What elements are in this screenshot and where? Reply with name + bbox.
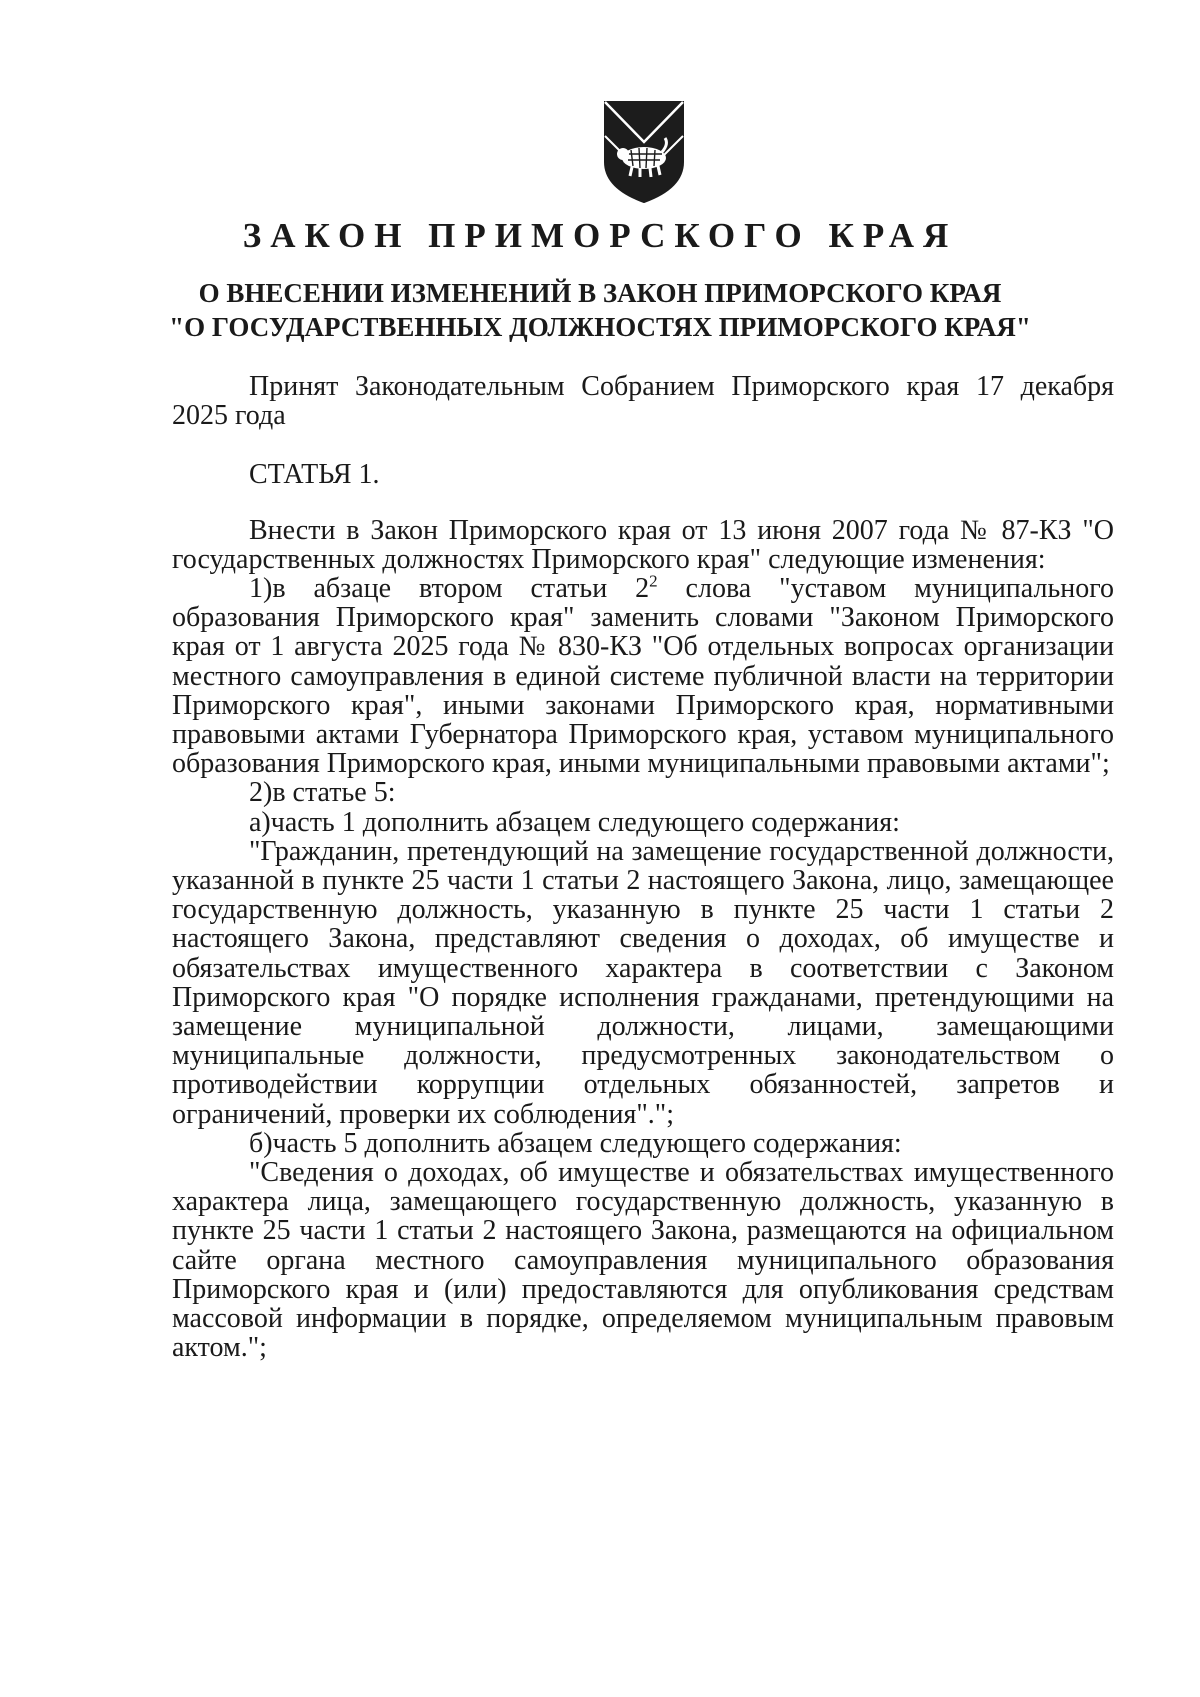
primorsky-krai-coat-of-arms-icon [599,96,689,206]
item-2: 2)в статье 5: [249,777,396,809]
document-body [172,372,1114,1363]
item-1: 1)в абзаце втором статьи $2^2$ слова "уставом муниципального образования Приморского края" заменить словами "Законом Приморского края от 1 августа 2025 года № 830-КЗ "Об отдельных вопросах организации местного самоуправления в единой системе публичной власти на территории Приморского края", иными законами Приморского края, нормативными правовыми актами Губернатора Приморского края, уставом муниципального образования Приморского края, иными муниципальными правовыми актами"; [172,571,1114,780]
item-2b: б)часть 5 дополнить абзацем следующего содержания: [249,1127,902,1159]
subtitle-line-2: "О ГОСУДАРСТВЕННЫХ ДОЛЖНОСТЯХ ПРИМОРСКОГО КРАЯ" [169,312,1031,342]
document-subtitle [0,276,1200,344]
item-2a: а)часть 1 дополнить абзацем следующего содержания: [249,806,900,838]
document-title: ЗАКОН ПРИМОРСКОГО КРАЯ [242,216,958,255]
article-heading: СТАТЬЯ 1. [249,459,380,491]
adoption-note: Принят Законодательным Собранием Приморского края 17 декабря 2025 года [172,371,1114,432]
quote-b: "Сведения о доходах, об имуществе и обязательствах имущественного характера лица, замещающего государственную должность, указанную в пункте 25 части 1 статьи 2 настоящего Закона, размещаются на официальном сайте органа местного самоуправления муниципального образования Приморского края и (или) предоставляются для опубликования средствам массовой информации в порядке, определяемом муниципальным правовым актом."; [172,1157,1114,1364]
quote-a: "Гражданин, претендующий на замещение государственной должности, указанной в пункте 25 части 1 статьи 2 настоящего Закона, лицо, замещающее государственную должность, указанную в пункте 25 части 1 статьи 2 настоящего Закона, представляют сведения о доходах, об имуществе и обязательствах имущественного характера в соответствии с Законом Приморского края "О порядке исполнения гражданами, претендующими на замещение муниципальной должности, лицами, замещающими муниципальные должности, предусмотренных законодательством о противодействии коррупции отдельных обязанностей, запретов и ограничений, проверки их соблюдения"."; [172,835,1114,1130]
article-intro: Внести в Закон Приморского края от 13 июня 2007 года № 87-КЗ "О государственных должностях Приморского края" следующие изменения: [172,514,1114,575]
subtitle-line-1: О ВНЕСЕНИИ ИЗМЕНЕНИЙ В ЗАКОН ПРИМОРСКОГО КРАЯ [198,278,1002,308]
